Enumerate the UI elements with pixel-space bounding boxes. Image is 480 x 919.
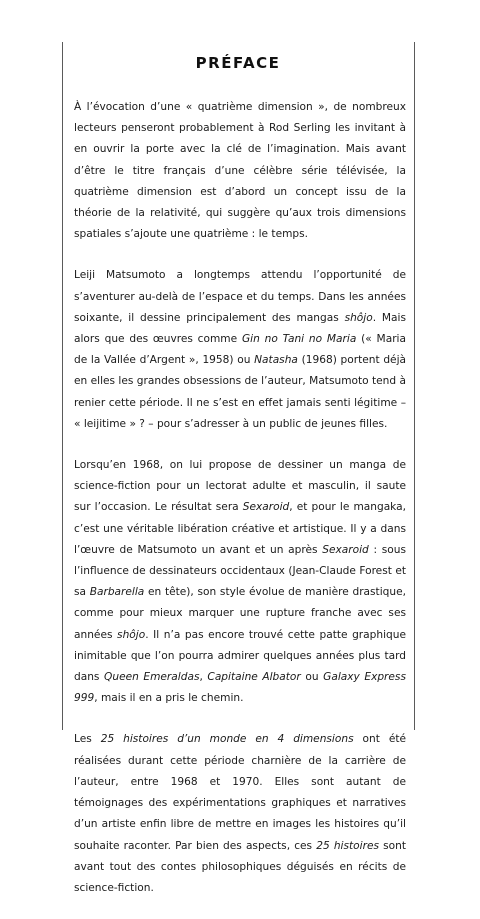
italic-title: Queen Emeraldas xyxy=(104,671,200,684)
italic-title: Gin no Tani no Maria xyxy=(241,333,357,346)
page-right-rule xyxy=(414,42,415,730)
text-run: sont avant tout des contes philosophiques déguisés en récits de science-fiction. xyxy=(74,839,407,894)
text-run: : sous l’influence de dessinateurs occidentaux (Jean-Claude Forest et sa xyxy=(74,543,406,599)
italic-title: Capitaine Albator xyxy=(207,671,301,684)
text-run: , xyxy=(199,671,208,684)
text-run: ou xyxy=(300,671,324,684)
text-run: (1968) portent déjà en elles les grandes obsessions de l’auteur, Matsumoto tend à renier cette période. Il ne s’est en effet jamais senti légitime – « leijitime » ? – pour s’adresser à un public de jeunes filles. xyxy=(74,354,407,430)
page-title: PRÉFACE xyxy=(195,54,281,73)
text-run: ont été réalisées durant cette période charnière de la carrière de l’auteur, entre 1968 et 1970. Elles sont autant de témoignages des expérimentations graphiques et narratives d’un artiste enfin libre de mettre en images les histoires qu’il souhaite raconter. Par bien des aspects, ces xyxy=(74,733,407,852)
page-left-rule xyxy=(62,42,63,730)
italic-title: Natasha xyxy=(254,354,298,367)
paragraph-1 xyxy=(74,97,406,245)
italic-title: 25 histoires d’un monde en 4 dimensions xyxy=(100,733,354,746)
text-run: Lorsqu’en 1968, on lui propose de dessiner un manga de science-fiction pour un lectorat adulte et masculin, il saute sur l’occasion. Le résultat sera xyxy=(74,459,406,514)
text-run: , et pour le mangaka, c’est une véritable libération créative et artistique. Il y a dans l’œuvre de Matsumoto un avant et un après xyxy=(74,501,406,556)
text-run: Leiji Matsumoto a longtemps attendu l’opportunité de s’aventurer au-delà de l’espace et du temps. Dans les années soixante, il dessine principalement des mangas xyxy=(74,269,406,324)
italic-title: Sexaroid xyxy=(242,501,290,514)
paragraph-2 xyxy=(74,265,406,435)
text-run: . Mais alors que des œuvres comme xyxy=(74,311,406,346)
paragraph-4 xyxy=(74,729,406,899)
italic-title: shôjo xyxy=(117,628,146,641)
italic-title: shôjo xyxy=(344,311,373,324)
italic-title: 25 histoires xyxy=(316,839,379,852)
paragraph-3 xyxy=(74,455,406,709)
text-run: Les xyxy=(74,733,101,746)
text-run: . Il n’a pas encore trouvé cette patte graphique inimitable que l’on pourra admirer quelques années plus tard dans xyxy=(74,628,406,684)
text-run: À l’évocation d’une « quatrième dimension », de nombreux lecteurs penseront probablement à Rod Serling les invitant à en ouvrir la porte avec la clé de l’imagination. Mais avant d’être le titre français d’une célèbre série télévisée, la quatrième dimension est d’abord un concept issu de la théorie de la relativité, qui suggère qu’aux trois dimensions spatiales s’ajoute une quatrième : le temps. xyxy=(74,101,406,241)
text-run: (« Maria de la Vallée d’Argent », 1958) ou xyxy=(74,333,406,367)
preface-body xyxy=(74,97,406,919)
italic-title: Galaxy Express 999 xyxy=(74,671,406,705)
italic-title: Barbarella xyxy=(89,586,145,599)
text-run: , mais il en a pris le chemin. xyxy=(94,692,244,705)
text-run: en tête), son style évolue de manière drastique, comme pour mieux marquer une rupture franche avec ses années xyxy=(74,586,406,641)
italic-title: Sexaroid xyxy=(322,543,369,556)
